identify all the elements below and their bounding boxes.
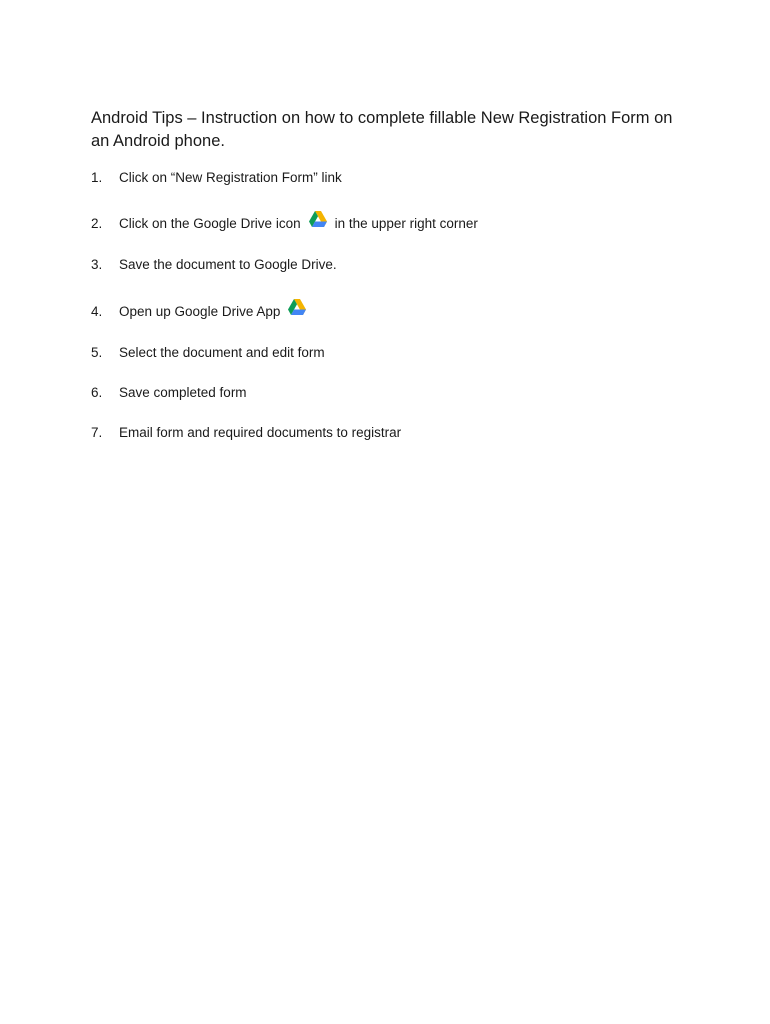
- step-text-after: in the upper right corner: [334, 216, 478, 231]
- step-number: 1.: [91, 170, 103, 185]
- list-item: [91, 211, 478, 231]
- step-number: 7.: [91, 425, 103, 440]
- step-text: Save completed form: [119, 385, 247, 400]
- step-number: 4.: [91, 304, 103, 319]
- step-number: 6.: [91, 385, 103, 400]
- list-item: [91, 299, 314, 319]
- google-drive-icon: [288, 299, 306, 315]
- google-drive-icon: [309, 211, 327, 227]
- step-text: Click on “New Registration Form” link: [119, 170, 342, 185]
- list-item: [91, 385, 247, 400]
- list-item: [91, 345, 325, 360]
- list-item: [91, 425, 401, 440]
- step-number: 5.: [91, 345, 103, 360]
- step-number: 2.: [91, 216, 103, 231]
- step-text: Select the document and edit form: [119, 345, 325, 360]
- list-item: [91, 257, 337, 272]
- step-text: Click on the Google Drive icon: [119, 216, 301, 231]
- step-text: Save the document to Google Drive.: [119, 257, 337, 272]
- list-item: [91, 170, 342, 185]
- document-title: Android Tips – Instruction on how to complete fillable New Registration Form on an Android phone.: [91, 109, 673, 150]
- step-text: Open up Google Drive App: [119, 304, 281, 319]
- step-number: 3.: [91, 257, 103, 272]
- step-text: Email form and required documents to registrar: [119, 425, 402, 440]
